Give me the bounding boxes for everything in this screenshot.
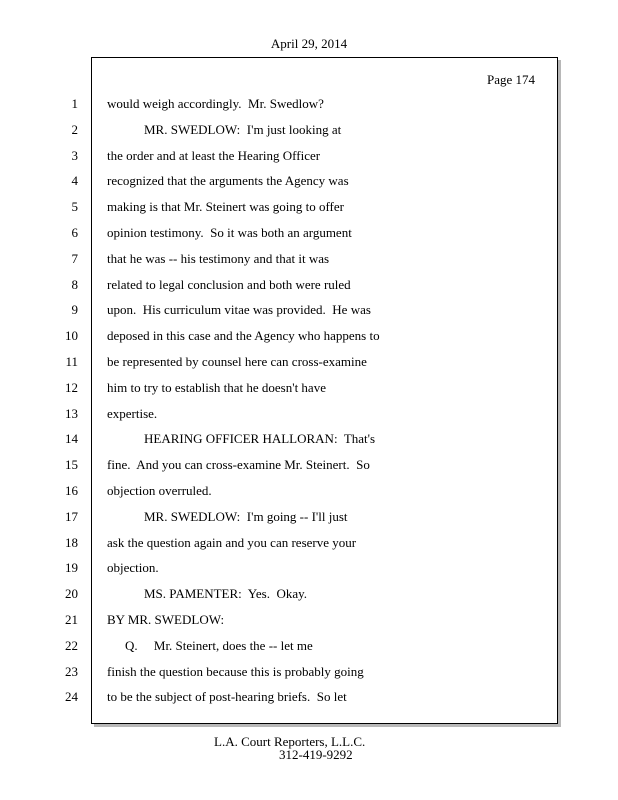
line-number: 16 <box>65 483 78 498</box>
transcript-line: MR. SWEDLOW: I'm just looking at <box>144 122 342 137</box>
line-number: 23 <box>65 664 78 679</box>
line-number: 7 <box>71 251 78 266</box>
transcript-line: Q. Mr. Steinert, does the -- let me <box>125 638 313 653</box>
line-number: 20 <box>65 586 78 601</box>
line-number: 12 <box>65 380 78 395</box>
transcript-line: the order and at least the Hearing Officer <box>107 148 321 163</box>
reporter-company: L.A. Court Reporters, L.L.C. <box>214 734 366 749</box>
line-number: 10 <box>65 328 78 343</box>
transcript-line: be represented by counsel here can cross-examine <box>107 354 367 369</box>
line-number: 4 <box>71 173 78 188</box>
transcript-line: objection. <box>107 560 159 575</box>
transcript-line: HEARING OFFICER HALLORAN: That's <box>144 431 376 446</box>
line-number: 1 <box>71 96 78 111</box>
transcript-line: expertise. <box>107 406 158 421</box>
line-number: 15 <box>65 457 78 472</box>
line-number: 9 <box>71 302 78 317</box>
transcript-line: recognized that the arguments the Agency was <box>107 173 349 188</box>
reporter-phone: 312-419-9292 <box>279 747 353 762</box>
transcript-line: would weigh accordingly. Mr. Swedlow? <box>107 96 324 111</box>
line-number: 24 <box>65 689 78 704</box>
transcript-line: objection overruled. <box>107 483 212 498</box>
transcript-line: making is that Mr. Steinert was going to offer <box>107 199 344 214</box>
transcript-line: MR. SWEDLOW: I'm going -- I'll just <box>144 509 348 524</box>
transcript-line: MS. PAMENTER: Yes. Okay. <box>144 586 308 601</box>
line-number: 13 <box>65 406 78 421</box>
transcript-line: to be the subject of post-hearing briefs. So let <box>107 689 347 704</box>
page-number: Page 174 <box>487 72 536 87</box>
transcript-line: that he was -- his testimony and that it was <box>107 251 330 266</box>
transcript-line: related to legal conclusion and both were ruled <box>107 277 351 292</box>
line-number: 6 <box>71 225 78 240</box>
transcript-line: deposed in this case and the Agency who happens to <box>107 328 380 343</box>
line-number: 14 <box>65 431 78 446</box>
line-number: 21 <box>65 612 78 627</box>
line-number: 11 <box>65 354 78 369</box>
line-number: 19 <box>65 560 78 575</box>
transcript-line: opinion testimony. So it was both an argument <box>107 225 352 240</box>
transcript-line: him to try to establish that he doesn't have <box>107 380 326 395</box>
transcript-line: BY MR. SWEDLOW: <box>107 612 225 627</box>
transcript-date: April 29, 2014 <box>270 36 348 51</box>
transcript-line: fine. And you can cross-examine Mr. Steinert. So <box>107 457 370 472</box>
line-number: 3 <box>71 148 78 163</box>
line-number: 8 <box>71 277 78 292</box>
line-number: 22 <box>65 638 78 653</box>
transcript-line: ask the question again and you can reserve your <box>107 535 357 550</box>
line-number: 5 <box>71 199 78 214</box>
line-number: 2 <box>71 122 78 137</box>
line-number: 17 <box>65 509 78 524</box>
transcript-line: finish the question because this is probably going <box>107 664 364 679</box>
transcript-line: upon. His curriculum vitae was provided. He was <box>107 302 371 317</box>
line-number: 18 <box>65 535 78 550</box>
